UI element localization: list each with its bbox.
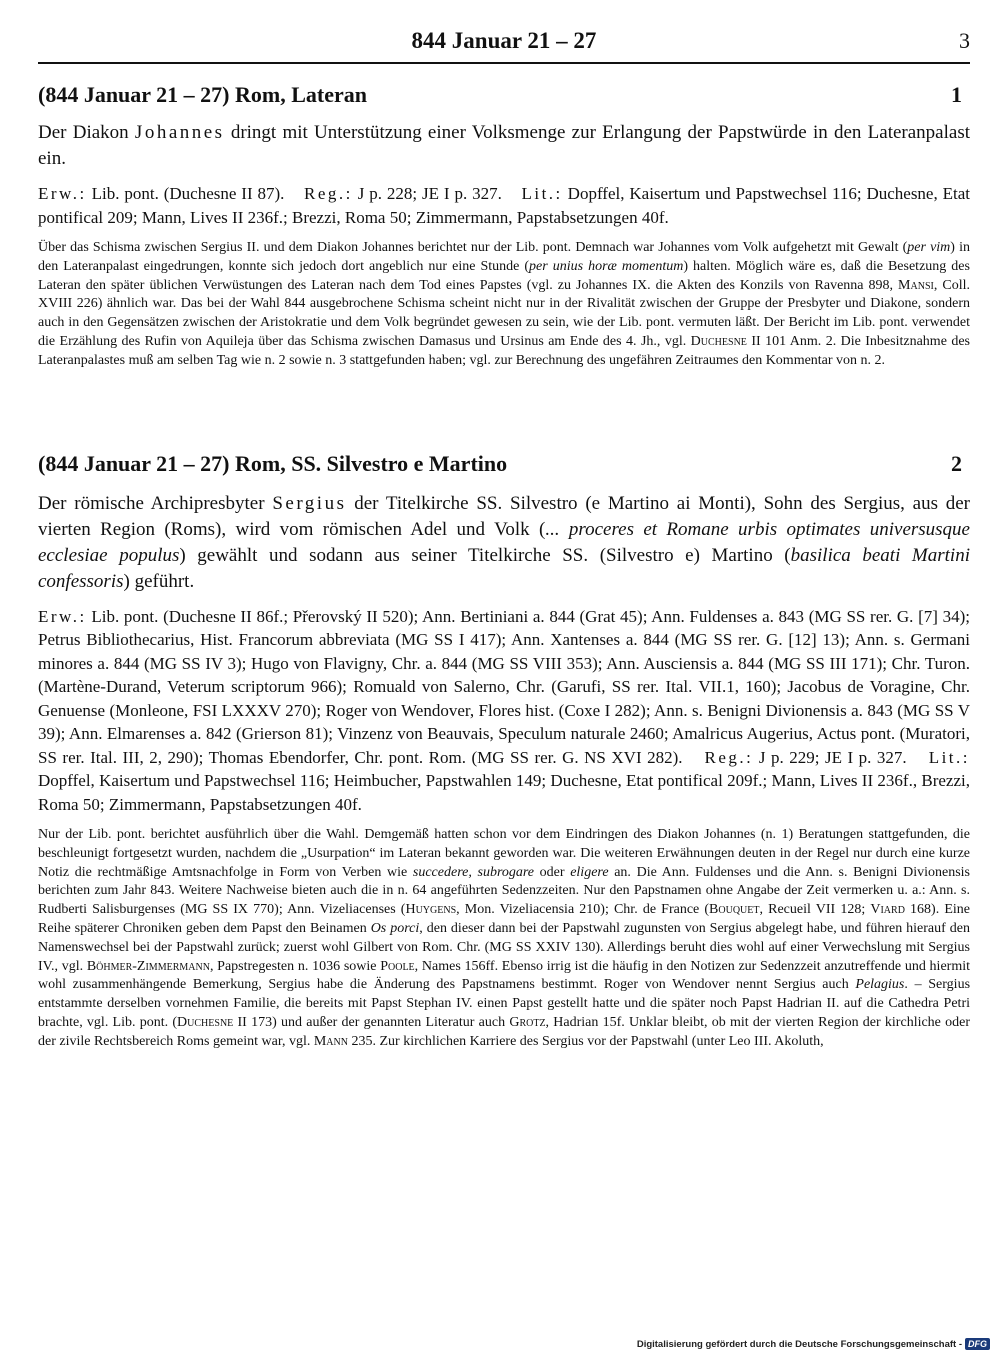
erw-text: Lib. pont. (Duchesne II 87). [86, 184, 285, 203]
erw-label: Erw.: [38, 606, 87, 626]
commentary [38, 239, 970, 371]
comment-segment: II 101 Anm. 2. Die Inbesitznahme des Lateranpalastes muß am selben Tag wie n. 2 sowie n. 3 stattgefunden haben; vgl. zur Berechnung des ungefähren Zeitraumes den Kommentar von n. 2. [38, 333, 970, 368]
comment-smallcaps: Poole [380, 958, 415, 974]
regest-segment: Der römische Archipresbyter [38, 492, 273, 514]
comment-smallcaps: Bouquet [709, 902, 760, 918]
comment-segment: Nur der Lib. pont. berichtet ausführlich über die Wahl. Demgemäß hatten schon vor dem Eindringen des Diakon Johannes (n. 1) Beratungen stattgefunden, die beschleunigt fortgesetzt wurden, nachdem die „Usurpation“ im Lateran bekannt geworden war. Die weiteren Erwähnungen deuten in der Regel nur durch eine kurze Notiz die rechtmäßige Amtsnachfolge in Form von Verben wie [38, 827, 970, 880]
comment-segment: , Recueil VII 128; [759, 902, 871, 918]
commentary [38, 826, 970, 1052]
references [38, 605, 970, 817]
regest-entry-2 [38, 451, 970, 1052]
entry-number: 2 [951, 450, 962, 476]
regest-name: Johannes [134, 122, 225, 143]
entry-header [38, 451, 970, 483]
regest-italic: basilica beati Martini confessoris [38, 544, 970, 592]
comment-segment: , den dieser dann bei der Papstwahl zugunsten von Sergius abgelegt habe, und führen hierauf den Namenswechsel bei der Papstwahl zurück; zuerst wohl Gilbert von Rom. Chr. (MG SS XXIV 130). Allerdings beruht dies wohl auf einer Verwechslung mit Sergius IV., vgl. [38, 921, 970, 974]
references [38, 182, 970, 229]
comment-segment: , Papstregesten n. 1036 sowie [209, 958, 381, 974]
comment-segment: oder [534, 864, 571, 880]
entry-heading: (844 Januar 21 – 27) Rom, Lateran [38, 82, 367, 107]
comment-segment: Über das Schisma zwischen Sergius II. und dem Diakon Johannes berichtet nur der Lib. pont. Demnach war Johannes vom Volk aufgehetzt mit Gewalt ( [38, 240, 908, 255]
comment-segment: 235. Zur kirchlichen Karriere des Sergius vor der Papstwahl (unter Leo III. Akoluth, [347, 1033, 824, 1049]
reg-text: J p. 229; JE I p. 327. [753, 747, 907, 767]
regest-text [38, 491, 970, 595]
comment-italic: eligere [570, 864, 609, 880]
comment-smallcaps: Böhmer-Zimmermann [86, 958, 210, 974]
comment-segment: , Names 156ff. Ebenso irrig ist die häufig in den Notizen zur Sedenzzeit anzutreffende und hiermit wohl zusammenhängende Bemerkung, Sergius habe die Änderung des Papstnamens bestimmt. Roger von Wendover nennt Sergius auch [38, 958, 970, 993]
comment-smallcaps: Duchesne [177, 1015, 234, 1031]
regest-entry-1 [38, 82, 970, 371]
regest-segment: dringt mit Unterstützung einer Volksmenge zur Erlangung der Papstwürde in den Lateranpalast ein. [38, 122, 970, 169]
footer-text: Digitalisierung gefördert durch die Deutsche Forschungsgemeinschaft - [636, 1338, 962, 1350]
comment-smallcaps: Huygens [405, 902, 457, 918]
comment-smallcaps: Mann [313, 1033, 348, 1049]
running-title: 844 Januar 21 – 27 [411, 28, 597, 53]
comment-smallcaps: Grotz [509, 1015, 546, 1031]
lit-label: Lit.: [928, 747, 971, 767]
comment-segment: . – Sergius entstammte derselben vornehmen Familie, die bereits mit Papst Stephan IV. einen Papst gestellt hatte und die später noch Papst Hadrian II. auf die Cathedra Petri brachte, vgl. Lib. pont. ( [38, 977, 971, 1031]
lit-text: Dopffel, Kaisertum und Papstwechsel 116; Heimbucher, Papstwahlen 149; Duchesne, Etat pontifical 209f.; Mann, Lives II 236f., Brezzi, Roma 50; Zimmermann, Papstabsetzungen 40f. [38, 771, 970, 814]
regest-segment: ) gewählt und sodann aus seiner Titelkirche SS. (Silvestro e) Martino ( [179, 544, 791, 566]
comment-smallcaps: Duchesne [690, 333, 747, 349]
reg-text: J p. 228; JE I p. 327. [352, 184, 502, 203]
erw-label: Erw.: [38, 184, 87, 203]
lit-text: Dopffel, Kaisertum und Papstwechsel 116; Duchesne, Etat pontifical 209; Mann, Lives II 236f.; Brezzi, Roma 50; Zimmermann, Papstabsetzungen 40f. [38, 184, 971, 227]
comment-segment: an. Die Ann. Fuldenses und die Ann. s. Benigni Divionensis berichten zum Jahr 843. Weitere Nachweise bieten auch die in n. 64 angeführten Sedenzzeiten. Nur den Papstnamen ohne Angabe der Zeit vermerken u. a.: Ann. s. Rudberti Salisburgenses (MG SS IX 770); Ann. Vizeliacenses ( [38, 864, 970, 918]
regest-text [38, 120, 970, 172]
reg-label: Reg.: [304, 184, 353, 203]
reg-label: Reg.: [704, 747, 754, 767]
running-header [38, 26, 970, 64]
comment-segment: ) in den Lateranpalast eingedrungen, konnte sich jedoch dort angeblich nur eine Stunde ( [38, 240, 970, 274]
comment-smallcaps: Mansi [898, 277, 934, 293]
comment-segment: ) halten. Möglich wäre es, daß die Besetzung des Lateran den später üblichen Verwüstungen des Lateran nach dem Tod eines Papstes (vgl. zu Johannes IX. die Akten des Konzils von Ravenna 898, [38, 258, 970, 293]
comment-segment: , Coll. XVIII 226) ähnlich war. Das bei der Wahl 844 ausgebrochene Schisma scheint nicht nur in der Rivalität zwischen der Gruppe der Presbyter und Diakone, sondern auch in den Gegensätzen zwischen der Aristokratie und dem Volk begründet gewesen zu sein, wie der Lib. pont. vermuten läßt. Der Bericht im Lib. pont. verwendet die Erzählung des Rufin von Aquileja über das Schisma zwischen Damasus und Ursinus am Ende des 4. Jh., vgl. [38, 277, 970, 349]
regest-segment: ) geführt. [123, 570, 195, 592]
comment-segment: , Mon. Vizeliacensia 210); Chr. de France ( [456, 902, 710, 918]
comment-italic: per vim [907, 240, 951, 255]
page-number: 3 [959, 28, 970, 53]
comment-segment: II 173) und außer der genannten Literatur auch [233, 1015, 510, 1031]
digitization-footer [637, 1338, 990, 1350]
regest-italic: ... proceres et Romane urbis optimates universusque ecclesiae populus [38, 518, 970, 566]
dfg-logo-icon: DFG [965, 1338, 990, 1350]
comment-smallcaps: Viard [870, 902, 905, 918]
comment-italic: succedere, subrogare [412, 864, 535, 880]
entry-heading: (844 Januar 21 – 27) Rom, SS. Silvestro e Martino [38, 450, 508, 476]
entry-header [38, 82, 970, 114]
entry-number: 1 [951, 82, 962, 107]
comment-italic: per unius horæ momentum [529, 258, 684, 274]
comment-italic: Pelagius [855, 977, 905, 993]
comment-segment: , Hadrian 15f. Unklar bleibt, ob mit der vierten Region der kirchliche oder der zivile Rechtsbereich Roms gemeint war, vgl. [38, 1015, 971, 1049]
document-page [38, 26, 970, 1052]
erw-text: Lib. pont. (Duchesne II 86f.; Přerovský II 520); Ann. Bertiniani a. 844 (Grat 45); Ann. Fuldenses a. 843 (MG SS rer. G. [7] 34); Petrus Bibliothecarius, Hist. Francorum abbreviata (MG SS I 417); Ann. Xantenses a. 844 (MG SS rer. G. [12] 13); Ann. s. Germani minores a. 844 (MG SS IV 3); Hugo von Flavigny, Chr. a. 844 (MG SS VIII 353); Ann. Ausciensis a. 844 (MG SS III 171); Chr. Turon. (Martène-Durand, Veterum scriptorum 966); Romuald von Salerno, Chr. (Garufi, SS rer. Ital. VII.1, 160); Jacobus de Voragine, Chr. Genuense (Monleone, FSI LXXXV 270); Roger von Wendover, Flores hist. (Coxe I 282); Ann. s. Benigni Divionensis a. 843 (MG SS V 39); Ann. Elmarenses a. 842 (Grierson 81); Vinzenz von Beauvais, Speculum naturale 2460; Amalricus Augerius, Actus pont. (Muratori, SS rer. Ital. III, 2, 290); Thomas Ebendorfer, Chr. pont. Rom. (MG SS rer. G. NS XVI 282). [38, 606, 970, 767]
comment-segment: 168). Eine Reihe späterer Chroniken geben dem Papst den Beinamen [38, 902, 970, 937]
regest-segment: der Titelkirche SS. Silvestro (e Martino ai Monti), Sohn des Sergius, aus der vierten Region (Roms), wird vom römischen Adel und Volk ( [38, 492, 970, 540]
lit-label: Lit.: [521, 184, 563, 203]
comment-italic: Os porci [370, 921, 420, 937]
regest-name: Sergius [272, 492, 347, 514]
regest-segment: Der Diakon [38, 122, 135, 143]
